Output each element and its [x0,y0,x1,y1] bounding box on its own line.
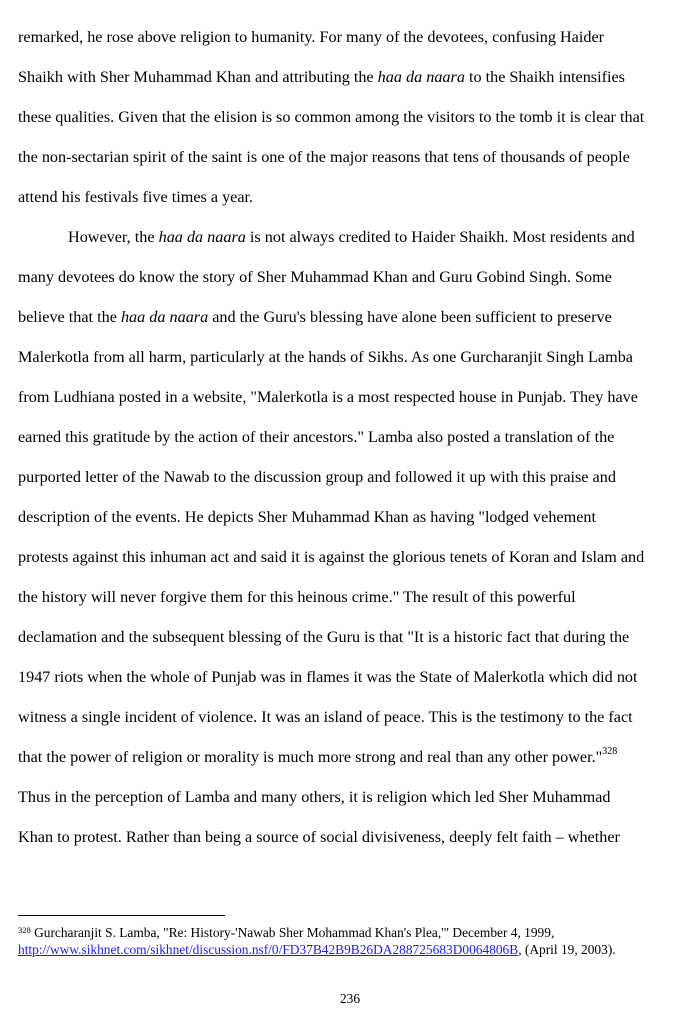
text-line: Khan to protest. Rather than being a source of social divisiveness, deeply felt faith – whether [18,828,620,846]
italic-term: haa da naara [158,228,246,246]
footnote [18,925,554,941]
text-line: witness a single incident of violence. It was an island of peace. This is the testimony to the fact [18,708,633,726]
text-line [68,227,635,247]
page-number: 236 [339,991,361,1006]
text-span: and the Guru's blessing have alone been sufficient to preserve [208,308,612,326]
italic-term: haa da naara [120,308,209,326]
text-span: to the Shaikh intensifies [464,68,625,86]
text-line: description of the events. He depicts Sher Muhammad Khan as having "lodged vehement [18,508,596,526]
footnote-text: Gurcharanjit S. Lamba, "Re: History-'Nawab Sher Mohammad Khan's Plea,'" December 4, 1999, [30,925,555,940]
text-line: remarked, he rose above religion to humanity. For many of the devotees, confusing Haider [18,28,605,46]
text-line: Malerkotla from all harm, particularly at the hands of Sikhs. As one Gurcharanjit Singh Lamba [18,348,633,366]
footnote-divider [18,915,225,916]
text-line: the non-sectarian spirit of the saint is one of the major reasons that tens of thousands of people [18,148,630,166]
text-span: However, the [68,228,159,246]
text-line: these qualities. Given that the elision is so common among the visitors to the tomb it is clear that [18,108,645,126]
text-span: believe that the [18,308,121,326]
italic-term: haa da naara [377,68,465,86]
text-line: purported letter of the Nawab to the discussion group and followed it up with this praise and [18,468,616,486]
text-line [18,307,612,327]
text-line: declamation and the subsequent blessing of the Guru is that "It is a historic fact that during the [18,628,630,646]
text-line: protests against this inhuman act and said it is against the glorious tenets of Koran and Islam and [18,548,645,566]
text-line: many devotees do know the story of Sher Muhammad Khan and Guru Gobind Singh. Some [18,268,612,286]
text-line [18,67,625,87]
text-span: Shaikh with Sher Muhammad Khan and attributing the [18,68,378,86]
footnote-reference[interactable]: 328 [602,746,618,757]
text-line: 1947 riots when the whole of Punjab was in flames it was the State of Malerkotla which did not [18,668,638,686]
text-span: that the power of religion or morality is much more strong and real than any other power." [18,748,603,766]
text-line [18,747,617,767]
footnote-access-date: , (April 19, 2003). [518,942,616,957]
text-line: earned this gratitude by the action of their ancestors." Lamba also posted a translation of the [18,428,615,446]
text-line: Thus in the perception of Lamba and many others, it is religion which led Sher Muhammad [18,788,611,806]
text-line: the history will never forgive them for this heinous crime." The result of this powerful [18,588,576,606]
text-line: attend his festivals five times a year. [18,188,254,206]
text-line: from Ludhiana posted in a website, "Malerkotla is a most respected house in Punjab. They have [18,388,638,406]
footnote-number: 328 [18,925,31,935]
footnote-link[interactable]: http://www.sikhnet.com/sikhnet/discussion.nsf/0/FD37B42B9B26DA288725683D0064806B [18,942,519,957]
footnote-url-line [18,942,616,958]
text-span: is not always credited to Haider Shaikh. Most residents and [245,228,635,246]
